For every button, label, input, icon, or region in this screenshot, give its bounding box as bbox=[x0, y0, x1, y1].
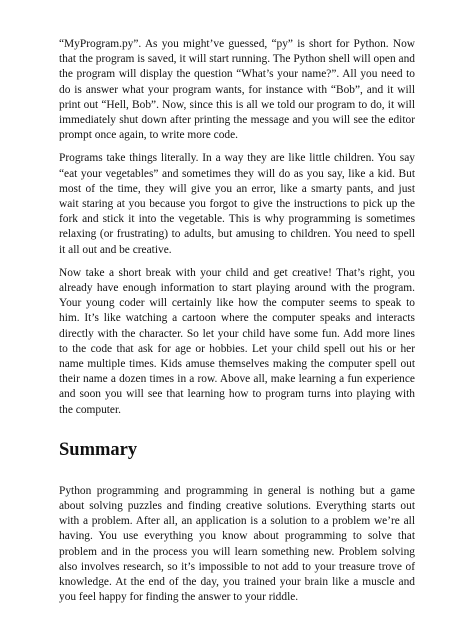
page-content bbox=[59, 37, 415, 606]
paragraph-program-output: “MyProgram.py”. As you might’ve guessed, “py” is short for Python. Now that the program is saved, it will start running. The Python shell will open and the program will display the question “What’s your name?”. All you need to do is answer what your program wants, for instance with “Bob”, and it will print out “Hell, Bob”. Now, since this is all we told our program to do, it will immediately shut down after printing the message and you will see the editor prompt once again, to write more code. bbox=[59, 38, 415, 142]
paragraph-take-a-break: Now take a short break with your child and get creative! That’s right, you already have enough information to start playing around with the program. Your young coder will certainly like how the computer seems to speak to him. It’s like watching a cartoon where the computer speaks and interacts directly with the character. So let your child have some fun. Add more lines to the code that ask for age or hobbies. Let your child spell out his or her name multiple times. Kids amuse themselves making the computer spell out their name a dozen times in a row. Above all, make learning a fun experience and soon you will see that learning how to program turns into playing with the computer. bbox=[59, 266, 415, 416]
summary-heading: Summary bbox=[59, 439, 138, 460]
paragraph-programs-literal: Programs take things literally. In a way they are like little children. You say “eat your vegetables” and sometimes they will do as you say, like a kid. But most of the time, they will give you an error, like a smarty pants, and just wait staring at you because you forgot to give the instructions to pick up the fork and stick it into the vegetable. This is why programming is sometimes relaxing (or frustrating) to adults, but amusing to children. You need to spell it all out and be creative. bbox=[59, 152, 415, 256]
paragraph-summary: Python programming and programming in general is nothing but a game about solving puzzles and finding creative solutions. Everything starts out with a problem. After all, an application is a solution to a problem we’re all having. You use everything you know about programming to solve that problem and in the process you will learn something new. Problem solving also involves research, so it’s impossible to not add to your treasure trove of knowledge. At the end of the day, you trained your brain like a muscle and you feel happy for finding the answer to your riddle. bbox=[59, 484, 415, 604]
